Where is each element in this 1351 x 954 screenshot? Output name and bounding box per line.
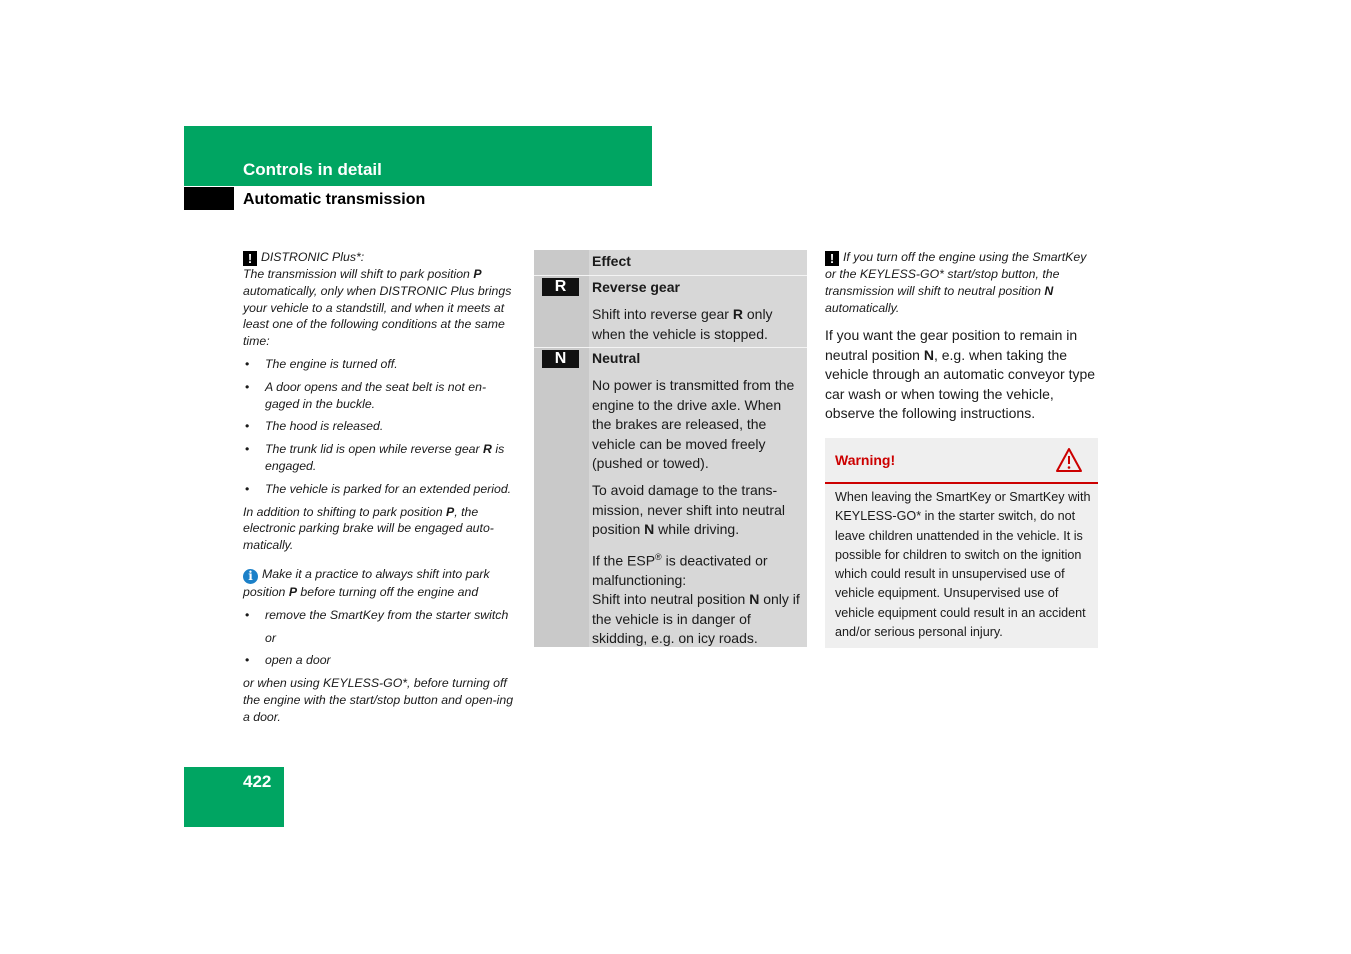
- info-list-2: [243, 652, 518, 669]
- subsection-title: Automatic transmission: [243, 191, 426, 208]
- warning-header: [825, 438, 1098, 484]
- gear-title-neutral: Neutral: [592, 350, 641, 366]
- gear-key-r: R: [542, 278, 579, 296]
- engine-off-note: ! If you turn off the engine using the SmartKey or the KEYLESS-GO* start/stop button, the transmission will shift to neutral position N automatically.: [825, 250, 1087, 315]
- gear-text-neutral-1: No power is transmitted from the engine to the drive axle. When the brakes are released, the vehicle can be moved freely (pushed or towed).: [592, 377, 795, 472]
- info-note-outro: or when using KEYLESS-GO*, before turning off the engine with the start/stop button and open-ing a door.: [243, 676, 514, 724]
- page-number: 422: [243, 772, 272, 791]
- gear-title-reverse: Reverse gear: [592, 279, 680, 295]
- gear-effect-table: [534, 250, 807, 647]
- or-text: or: [265, 630, 276, 645]
- neutral-instructions: If you want the gear position to remain in neutral position N, e.g. when taking the vehicle through an automatic conveyor type car wash or when towing the vehicle, observe the following instructions.: [825, 327, 1096, 422]
- list-item: • remove the SmartKey from the starter switch: [245, 607, 509, 622]
- condition-list: [243, 356, 518, 498]
- table-row: [534, 348, 807, 647]
- warning-triangle-icon: [1055, 447, 1083, 473]
- section-title: Controls in detail: [243, 160, 382, 179]
- section-marker: [184, 187, 234, 210]
- table-header-effect: Effect: [592, 253, 631, 269]
- warning-box: [825, 438, 1098, 648]
- info-list: [243, 607, 518, 624]
- table-row: [534, 276, 807, 348]
- table-header-row: [534, 250, 807, 276]
- distronic-note-title: ! DISTRONIC Plus*:: [243, 249, 518, 266]
- list-item: • The engine is turned off.: [245, 356, 398, 371]
- caution-icon: !: [243, 251, 257, 266]
- gear-text-neutral-3: If the ESP® is deactivated or malfunctioning: Shift into neutral position N only if the vehicle is in danger of skidding, e.g. on icy roads.: [592, 551, 800, 646]
- right-column: [825, 249, 1097, 423]
- gear-text-neutral-2: To avoid damage to the trans-mission, never shift into neutral position N while driving.: [592, 482, 785, 538]
- list-item: • The vehicle is parked for an extended period.: [245, 481, 512, 496]
- caution-icon: !: [825, 251, 839, 266]
- left-column: [243, 249, 518, 732]
- distronic-note-intro: The transmission will shift to park position P automatically, only when DISTRONIC Plus brings your vehicle to a standstill, and when it meets at least one of the following conditions at the same time:: [243, 267, 512, 349]
- info-icon: i: [243, 569, 258, 584]
- list-item: • open a door: [245, 653, 331, 668]
- warning-title: Warning!: [835, 452, 896, 468]
- info-note-intro: i Make it a practice to always shift into park position P before turning off the engine and: [243, 566, 490, 599]
- list-item: • The trunk lid is open while reverse gear R is engaged.: [245, 442, 505, 473]
- warning-text: When leaving the SmartKey or SmartKey with KEYLESS-GO* in the starter switch, do not leave children unattended in the vehicle. It is possible for children to switch on the ignition which could result in unsupervised use of vehicle equipment. Unsupervised use of vehicle equipment could result in an accident and/or serious personal injury.: [835, 490, 1091, 640]
- list-item: • The hood is released.: [245, 419, 384, 434]
- parking-brake-note: In addition to shifting to park position P, the electronic parking brake will be engaged auto-matically.: [243, 504, 494, 553]
- gear-text-reverse: Shift into reverse gear R only when the vehicle is stopped.: [592, 306, 773, 342]
- list-item: • A door opens and the seat belt is not en-gaged in the buckle.: [245, 379, 487, 411]
- gear-key-n: N: [542, 350, 579, 368]
